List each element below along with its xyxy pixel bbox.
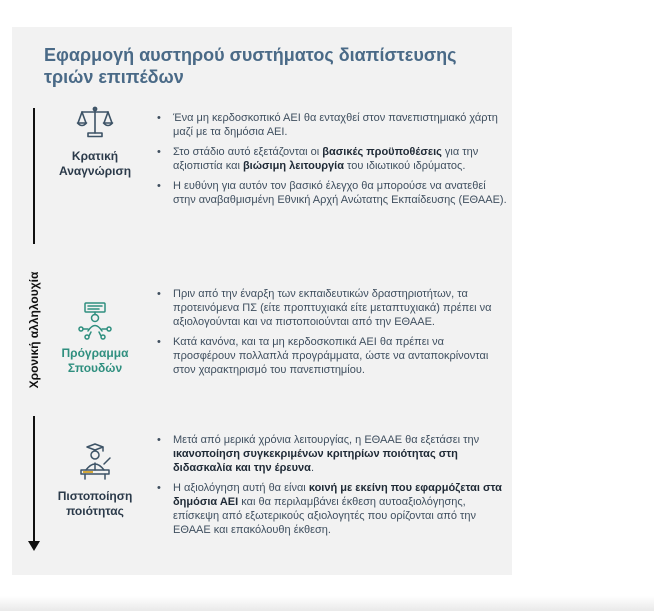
section-bullets bbox=[157, 111, 509, 213]
bullet-item bbox=[157, 433, 509, 475]
bullet-text: . bbox=[310, 462, 314, 474]
bullet-text-bold: κοινή με εκείνη που εφαρμόζεται στα δημόσια ΑΕΙ bbox=[173, 482, 502, 508]
section-bullets bbox=[157, 433, 509, 543]
section-label-line: Σπουδών bbox=[67, 361, 123, 375]
section-label-quality-certification bbox=[45, 489, 145, 519]
bullet-text: Η αξιολόγηση αυτή θα είναι bbox=[173, 482, 309, 494]
bullet-item bbox=[157, 111, 509, 139]
bullet-text-bold: βιώσιμη λειτουργία bbox=[242, 160, 344, 172]
page-title: Εφαρμογή αυστηρού συστήματος διαπίστευσης τριών επιπέδων bbox=[44, 45, 457, 87]
bullet-text: Ένα μη κερδοσκοπικό ΑΕΙ θα ενταχθεί στον πανεπιστημιακό χάρτη μαζί με τα δημόσια ΑΕΙ. bbox=[173, 112, 498, 138]
timeline-line-bottom bbox=[33, 416, 35, 542]
bullet-text-bold: βασικές προϋποθέσεις bbox=[322, 146, 442, 158]
bullet-text: του ιδιωτικού ιδρύματος. bbox=[343, 160, 466, 172]
bullet-text: Μετά από μερικά χρόνια λειτουργίας, η ΕΘΑΑΕ θα εξετάσει την bbox=[173, 434, 480, 446]
bullet-item bbox=[157, 481, 509, 537]
timeline-line-top bbox=[33, 108, 35, 244]
bullet-item bbox=[157, 335, 509, 377]
section-label-line: Πιστοποίηση bbox=[57, 489, 133, 503]
bullet-text-bold: ικανοποίηση συγκεκριμένων κριτηρίων ποιότητας στη διδασκαλία και την έρευνα bbox=[173, 448, 458, 474]
section-label-state-recognition bbox=[45, 149, 145, 179]
section-label-line: Αναγνώριση bbox=[58, 164, 132, 178]
bullet-text: Στο στάδιο αυτό εξετάζονται οι bbox=[173, 146, 323, 158]
bullet-text: και θα περιλαμβάνει έκθεση αυτοαξιολόγησης, επίσκεψη από εξωτερικούς αξιολογητές που ορίζονται από την ΕΘΑΑΕ και επακόλουθη έκθεση. bbox=[173, 496, 476, 536]
curriculum-icon bbox=[77, 301, 113, 346]
section-bullets bbox=[157, 287, 509, 383]
professor-icon bbox=[77, 443, 113, 486]
bullet-item bbox=[157, 145, 509, 173]
bullet-text: Κατά κανόνα, και τα μη κερδοσκοπικά ΑΕΙ θα πρέπει να προσφέρουν πολλαπλά προγράμματα, ώστε να ανταποκρίνονται στον χαρακτηρισμό του πανεπιστημίου. bbox=[173, 336, 489, 376]
bullet-text: Η ευθύνη για αυτόν τον βασικό έλεγχο θα μπορούσε να ανατεθεί στην αναβαθμισμένη Εθνική Αρχή Ανώτατης Εκπαίδευσης (ΕΘΑΑΕ). bbox=[173, 180, 507, 206]
scales-icon bbox=[76, 105, 114, 144]
timeline-label: Χρονική αλληλουχία bbox=[27, 271, 41, 389]
bullet-text: Πριν από την έναρξη των εκπαιδευτικών δραστηριοτήτων, τα προτεινόμενα ΠΣ (είτε προπτυχιακά είτε μεταπτυχιακά) πρέπει να αξιολογούνται και να πιστοποιούνται από την ΕΘΑΑΕ. bbox=[173, 288, 492, 328]
bullet-item bbox=[157, 179, 509, 207]
timeline-arrow-icon bbox=[28, 541, 40, 551]
bottom-shadow bbox=[0, 596, 654, 611]
section-label-line: ποιότητας bbox=[66, 504, 124, 518]
bullet-item bbox=[157, 287, 509, 329]
bullet-text: για την αξιοπιστία και bbox=[173, 146, 479, 172]
section-label-curriculum bbox=[45, 346, 145, 376]
section-label-line: Πρόγραμμα bbox=[61, 346, 129, 360]
section-label-line: Κρατική bbox=[71, 149, 119, 163]
